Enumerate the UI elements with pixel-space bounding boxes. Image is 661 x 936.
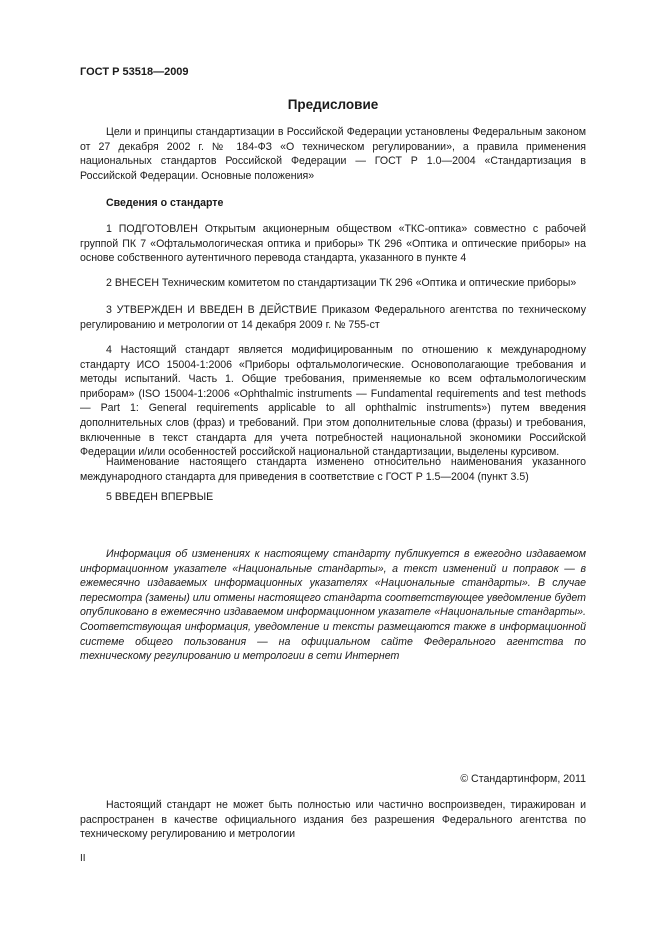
item-modified: 4 Настоящий стандарт является модифицированным по отношению к международному стандарту ИСО 15004-1:2006 «Приборы офтальмологические. Основополагающие требования и методы испытаний. Часть 1. Общие требования, применяемые ко всем офтальмологическим приборам» (ISO 15004-1:2006 «Ophthalmic instruments — Fundamental requirements and test methods — Part 1: General requirements applicable to all ophthalmic instruments») путем введения дополнительных слов (фраз) и требований. При этом дополнительные слова (фразы) и требования, включенные в текст стандарта для учета потребностей национальной экономики Российской Федерации и/или особенностей российской национальной стандартизации, выделены курсивом. — [80, 344, 586, 459]
intro-paragraph: Цели и принципы стандартизации в Российской Федерации установлены Федеральным законом от 27 декабря 2002 г. № 184-ФЗ «О техническом регулировании», а правила применения национальных стандартов Российской Федерации — ГОСТ Р 1.0—2004 «Стандартизация в Российской Федерации. Основные положения» — [80, 126, 586, 182]
item-renamed: Наименование настоящего стандарта изменено относительно наименования указанного международного стандарта для приведения в соответствие с ГОСТ Р 1.5—2004 (пункт 3.5) — [80, 456, 586, 483]
item-approved: 3 УТВЕРЖДЕН И ВВЕДЕН В ДЕЙСТВИЕ Приказом Федерального агентства по техническому регулированию и метрологии от 14 декабря 2009 г. № 755-ст — [80, 304, 586, 331]
item-introduced: 2 ВНЕСЕН Техническим комитетом по стандартизации ТК 296 «Оптика и оптические приборы» — [106, 277, 577, 289]
page-title: Предисловие — [287, 97, 379, 112]
copyright: © Стандартинформ, 2011 — [460, 773, 586, 785]
section-subheading: Сведения о стандарте — [106, 197, 224, 209]
item-first-introduced: 5 ВВЕДЕН ВПЕРВЫЕ — [106, 491, 214, 503]
item-prepared: 1 ПОДГОТОВЛЕН Открытым акционерным обществом «ТКС-оптика» совместно с рабочей группой ПК 7 «Офтальмологическая оптика и приборы» ТК 296 «Оптика и оптические приборы» на основе собственного аутентичного перевода стандарта, указанного в пункте 4 — [80, 223, 586, 265]
page-number: II — [80, 853, 86, 864]
standard-id: ГОСТ Р 53518—2009 — [80, 66, 189, 78]
legal-notice: Настоящий стандарт не может быть полностью или частично воспроизведен, тиражирован и распространен в качестве официального издания без разрешения Федерального агентства по техническому регулированию и метрологии — [80, 799, 586, 841]
info-note: Информация об изменениях к настоящему стандарту публикуется в ежегодно издаваемом информационном указателе «Национальные стандарты», а текст изменений и поправок — в ежемесячно издаваемых информационных указателях «Национальные стандарты». В случае пересмотра (замены) или отмены настоящего стандарта соответствующее уведомление будет опубликовано в ежемесячно издаваемом информационном указателе «Национальные стандарты». Соответствующая информация, уведомление и тексты размещаются также в информационной системе общего пользования — на официальном сайте Федерального агентства по техническому регулированию и метрологии в сети Интернет — [80, 548, 586, 663]
